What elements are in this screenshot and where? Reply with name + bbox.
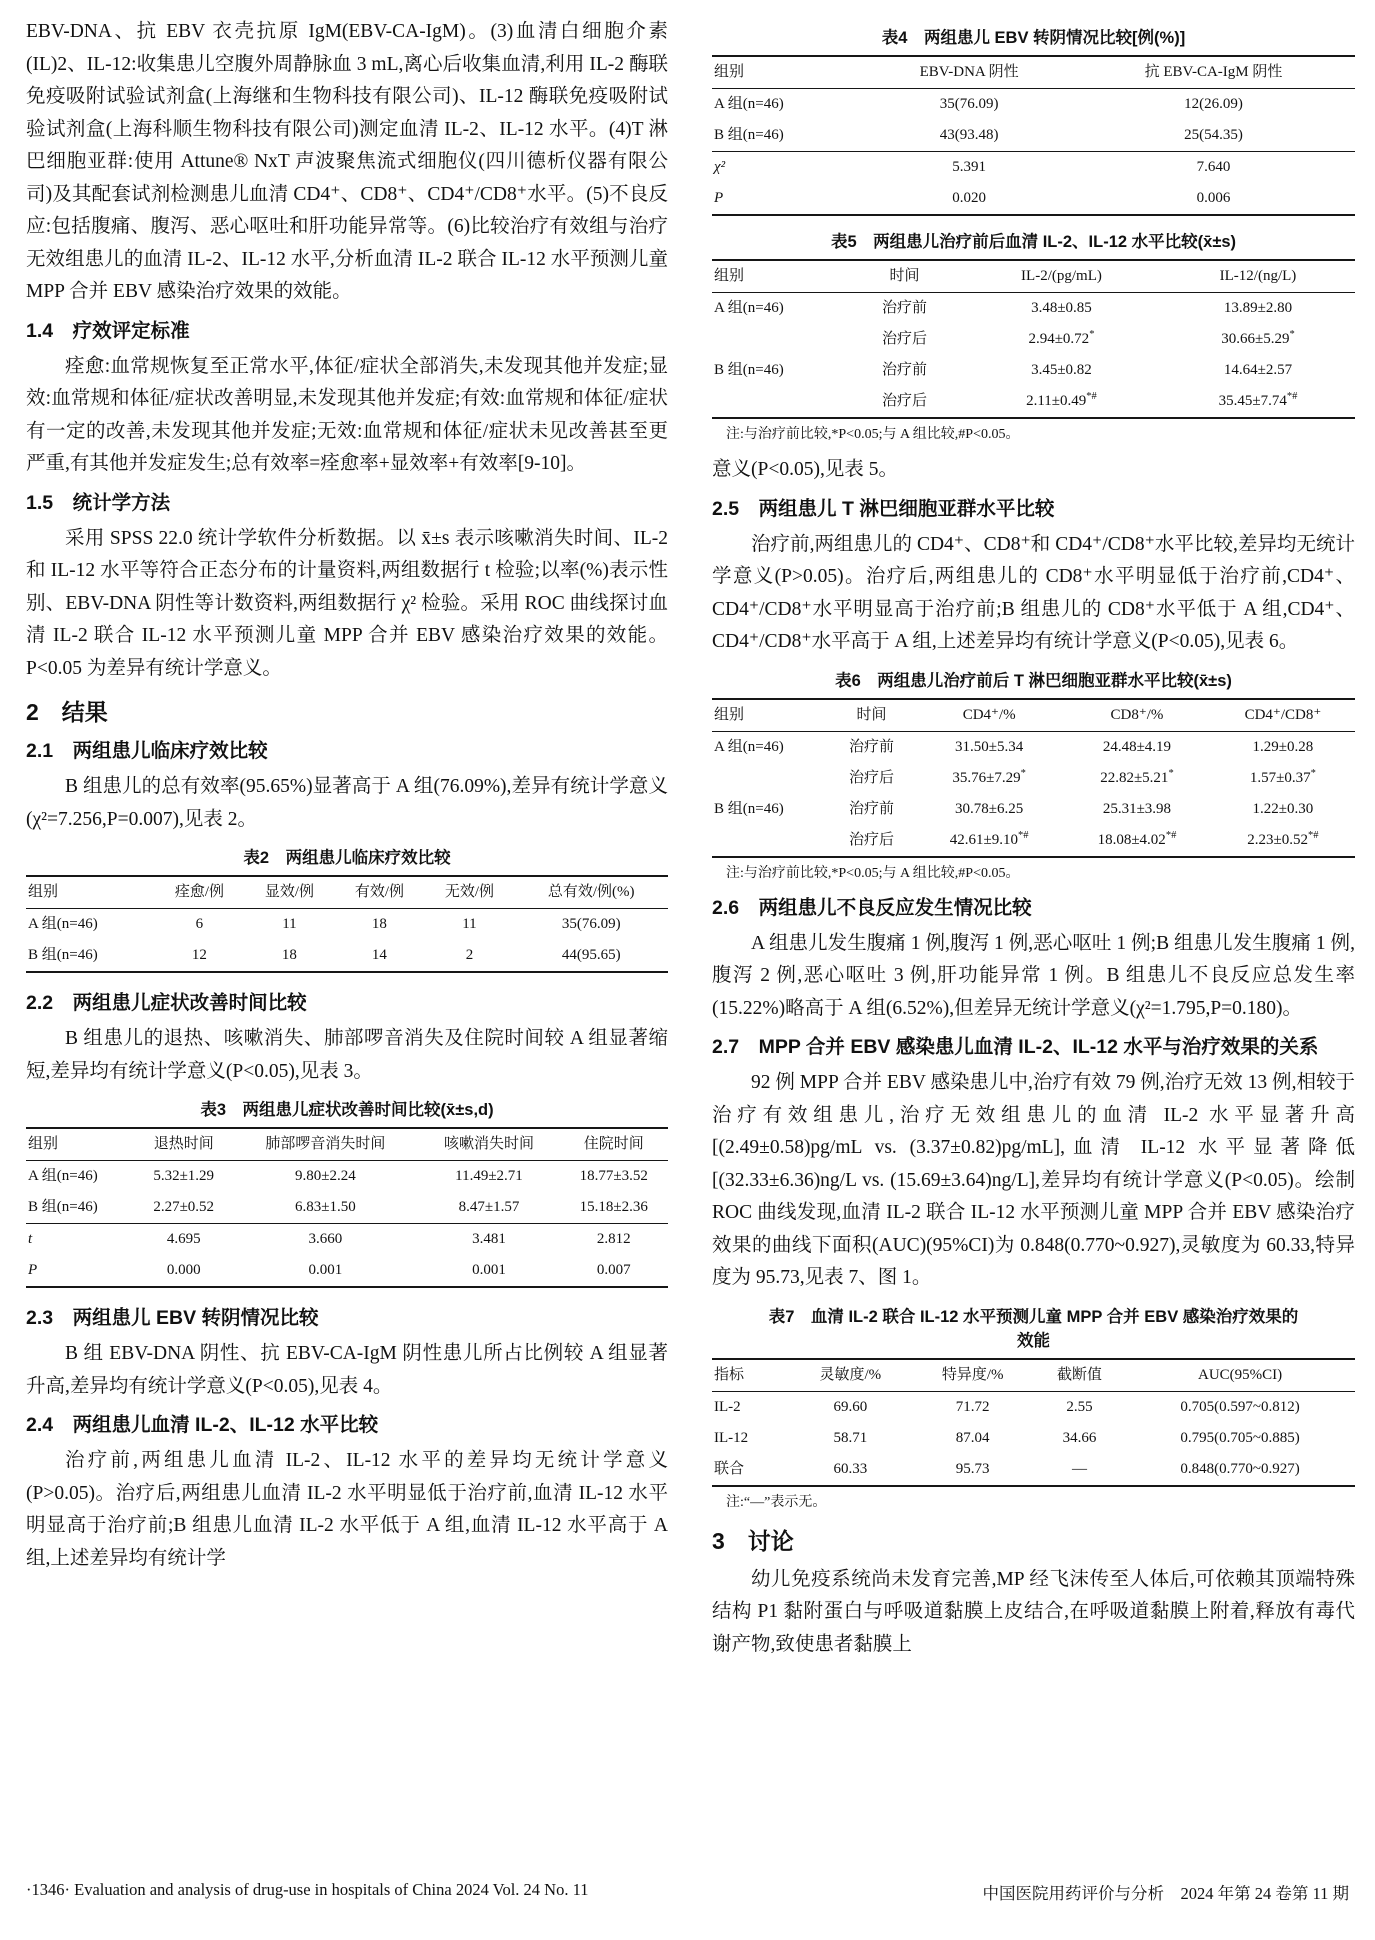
table-cell: 2.11±0.49*#: [1026, 391, 1097, 409]
table-7-title: 表7 血清 IL-2 联合 IL-12 水平预测儿童 MPP 合并 EBV 感染治疗效果的效能: [768, 1307, 1299, 1350]
table-cell: 5.32±1.29: [153, 1168, 215, 1184]
table-cell: 治疗前: [849, 800, 895, 817]
data-table: [712, 698, 1355, 858]
table-cell: IL-12: [714, 1429, 749, 1446]
table-cell: 58.71: [833, 1429, 868, 1446]
para-2-6: A 组患儿发生腹痛 1 例,腹泻 1 例,恶心呕吐 1 例;B 组患儿发生腹痛 1 例,腹泻 2 例,恶心呕吐 3 例,肝功能异常 1 例。B 组患儿不良反应总发生率(15.22%)略高于 A 组(6.52%),但差异无统计学意义(χ²=1.795,P=0.180)。: [712, 932, 1355, 1019]
column-header: 组别: [712, 56, 866, 89]
table-cell: 0.006: [1196, 190, 1231, 206]
table-row: [712, 794, 1355, 825]
table-cell: B 组(n=46): [28, 1199, 98, 1215]
table-cell: 3.45±0.82: [1031, 362, 1092, 378]
table-cell: 15.18±2.36: [579, 1199, 648, 1215]
table-cell: 1.57±0.37*: [1249, 767, 1316, 786]
table-3-title: 表3 两组患儿症状改善时间比较(x̄±s,d): [200, 1101, 494, 1119]
table-cell: 25(54.35): [1184, 127, 1243, 143]
significance-marker: *: [1020, 767, 1026, 779]
table-cell: 13.89±2.80: [1223, 300, 1293, 316]
right-column: [712, 16, 1355, 1661]
table-cell: 1.29±0.28: [1252, 738, 1314, 755]
table-cell: 治疗前: [849, 738, 895, 755]
table-cell: A 组(n=46): [28, 916, 98, 932]
para-methods-continued: EBV-DNA、抗 EBV 衣壳抗原 IgM(EBV-CA-IgM)。(3)血清白细胞介素(IL)2、IL-12:收集患儿空腹外周静脉血 3 mL,离心后收集血清,利用 IL-2 酶联免疫吸附试验试剂盒(上海继和生物科技有限公司)、IL-12 酶联免疫吸附试验试剂盒(上海科顺生物科技有限公司)测定血清 IL-2、IL-12 水平。(4)T 淋巴细胞亚群:使用 Attune® NxT 声波聚焦流式细胞仪(四川德析仪器有限公司)及其配套试剂检测患儿血清 CD4⁺、CD8⁺、CD4⁺/CD8⁺水平。(5)不良反应:包括腹痛、腹泻、恶心呕吐和肝功能异常等。(6)比较治疗有效组与治疗无效组患儿的血清 IL-2、IL-12 水平,分析血清 IL-2 联合 IL-12 水平预测儿童 MPP 合并 EBV 感染治疗效果的效能。: [26, 21, 668, 302]
table-cell: 0.020: [952, 190, 987, 206]
table-cell: 6.83±1.50: [294, 1199, 356, 1215]
heading-1-5: 1.5 统计学方法: [26, 491, 171, 514]
table-cell: 30.66±5.29*: [1221, 329, 1295, 347]
table-row: [712, 1391, 1355, 1423]
significance-marker: *#: [1308, 829, 1319, 841]
table-row: [712, 89, 1355, 121]
table-row: [26, 1224, 668, 1256]
column-header: 肺部啰音消失时间: [232, 1128, 418, 1161]
column-header: 痊愈/例: [154, 876, 244, 909]
table-cell: t: [26, 1224, 135, 1256]
column-header: 无效/例: [424, 876, 514, 909]
table-row: [26, 909, 668, 941]
column-header: 总有效/例(%): [514, 876, 668, 909]
table-cell: 0.848(0.770~0.927): [1180, 1460, 1300, 1477]
table-cell: —: [1072, 1460, 1087, 1477]
table-cell: 18.77±3.52: [579, 1168, 648, 1184]
column-header: 组别: [26, 876, 154, 909]
significance-marker: *#: [1018, 829, 1029, 841]
data-table: [712, 55, 1355, 216]
table-cell: [712, 386, 847, 418]
para-3: 幼儿免疫系统尚未发育完善,MP 经飞沫传至人体后,可依赖其顶端特殊结构 P1 黏附蛋白与呼吸道黏膜上皮结合,在呼吸道黏膜上附着,释放有毒代谢产物,致使患者黏膜上: [712, 1568, 1355, 1655]
table-cell: 7.640: [1072, 152, 1355, 184]
table-cell: 2.94±0.72*: [1028, 329, 1095, 347]
significance-marker: *#: [1086, 391, 1097, 402]
data-table: [26, 1127, 668, 1288]
table-5-title: 表5 两组患儿治疗前后血清 IL-2、IL-12 水平比较(x̄±s): [830, 233, 1237, 251]
table-row: [26, 940, 668, 972]
para-2-1: B 组患儿的总有效率(95.65%)显著高于 A 组(76.09%),差异有统计学意义(χ²=7.256,P=0.007),见表 2。: [26, 776, 668, 830]
column-header: 退热时间: [135, 1128, 232, 1161]
table-cell: 35(76.09): [939, 96, 999, 112]
para-2-3: B 组 EBV-DNA 阴性、抗 EBV-CA-IgM 阴性患儿所占比例较 A 组显著升高,差异均有统计学意义(P<0.05),见表 4。: [26, 1343, 668, 1397]
table-cell: 14: [371, 947, 387, 963]
column-header: 时间: [828, 699, 916, 732]
table-cell: 治疗后: [849, 769, 895, 786]
table-cell: 6: [195, 916, 204, 932]
table-row: [26, 1255, 668, 1287]
table-cell: 22.82±5.21*: [1100, 767, 1174, 786]
table-cell: 18: [281, 947, 297, 963]
table-row: [712, 1454, 1355, 1486]
table-cell: χ²: [712, 152, 866, 184]
table-cell: A 组(n=46): [714, 96, 784, 112]
table-cell: 25.31±3.98: [1102, 800, 1172, 817]
table-cell: 18.08±4.02*#: [1097, 829, 1177, 848]
table-cell: 24.48±4.19: [1102, 738, 1172, 755]
table-cell: 71.72: [955, 1398, 990, 1415]
table-cell: A 组(n=46): [714, 300, 784, 316]
column-header: 特异度/%: [912, 1359, 1034, 1392]
column-header: EBV-DNA 阴性: [866, 56, 1072, 89]
significance-marker: *#: [1165, 829, 1177, 841]
table-cell: 11.49±2.71: [455, 1168, 523, 1184]
table-row: [712, 324, 1355, 355]
column-header: 咳嗽消失时间: [418, 1128, 559, 1161]
column-header: 指标: [712, 1359, 789, 1392]
table-cell: 治疗后: [881, 393, 927, 409]
table-3: [26, 1127, 668, 1288]
table-cell: B 组(n=46): [714, 127, 784, 143]
table-cell: 30.78±6.25: [955, 800, 1024, 817]
table-header-row: [26, 876, 668, 909]
table-row: [712, 731, 1355, 763]
column-header: 组别: [26, 1128, 135, 1161]
column-header: 截断值: [1034, 1359, 1125, 1392]
table-row: [26, 1161, 668, 1193]
table-cell: 69.60: [833, 1398, 868, 1415]
column-header: 组别: [712, 260, 847, 293]
column-header: CD4⁺/CD8⁺: [1211, 699, 1355, 732]
column-header: AUC(95%CI): [1125, 1359, 1355, 1392]
column-header: 有效/例: [334, 876, 424, 909]
table-cell: 14.64±2.57: [1223, 362, 1293, 378]
table-row: [712, 355, 1355, 386]
table-cell: 2.55: [1066, 1398, 1093, 1415]
column-header: 住院时间: [560, 1128, 668, 1161]
table-6-title: 表6 两组患儿治疗前后 T 淋巴细胞亚群水平比较(x̄±s): [835, 671, 1232, 690]
table-6: [712, 698, 1355, 858]
heading-2-7: 2.7 MPP 合并 EBV 感染患儿血清 IL-2、IL-12 水平与治疗效果的关系: [712, 1036, 1319, 1058]
heading-3-discussion: 3 讨论: [712, 1527, 794, 1554]
table-cell: A 组(n=46): [28, 1168, 98, 1184]
table-cell: 12: [191, 947, 207, 963]
significance-marker: *#: [1286, 391, 1298, 402]
table-cell: P: [28, 1262, 38, 1278]
table-cell: 35(76.09): [561, 916, 621, 932]
page-footer: [0, 1880, 1375, 1904]
table-cell: 8.47±1.57: [458, 1199, 520, 1215]
table-cell: [712, 825, 828, 857]
heading-2-2: 2.2 两组患儿症状改善时间比较: [26, 992, 307, 1014]
para-2-5: 治疗前,两组患儿的 CD4⁺、CD8⁺和 CD4⁺/CD8⁺水平比较,差异均无统计学意义(P>0.05)。治疗后,两组患儿的 CD8⁺水平明显低于治疗前,CD4⁺、CD4⁺/CD8⁺水平明显高于治疗前;B 组患儿的 CD8⁺水平低于 A 组,CD4⁺、CD4⁺/CD8⁺水平高于 A 组,上述差异均有统计学意义(P<0.05),见表 6。: [712, 533, 1355, 652]
column-header: CD8⁺/%: [1063, 699, 1211, 732]
column-header: 抗 EBV-CA-IgM 阴性: [1072, 56, 1355, 89]
table-cell: 11: [462, 916, 477, 932]
significance-marker: *: [1289, 329, 1295, 340]
table-cell: 35.45±7.74*#: [1218, 391, 1298, 409]
table-5: [712, 259, 1355, 419]
table-cell: B 组(n=46): [28, 947, 98, 963]
table-7-note: 注:“—”表示无。: [726, 1494, 827, 1510]
table-cell: A 组(n=46): [714, 738, 784, 755]
table-cell: 4.695: [135, 1224, 232, 1256]
table-cell: 0.795(0.705~0.885): [1180, 1429, 1300, 1446]
table-header-row: [712, 260, 1355, 293]
table-cell: [712, 763, 828, 794]
table-cell: 11: [282, 916, 297, 932]
table-cell: [712, 324, 847, 355]
data-table: [26, 875, 668, 973]
table-cell: 治疗前: [881, 362, 927, 378]
table-row: [712, 763, 1355, 794]
table-header-row: [712, 56, 1355, 89]
table-cell: 治疗后: [881, 331, 927, 347]
column-header: 组别: [712, 699, 828, 732]
table-row: [712, 152, 1355, 184]
table-cell: 87.04: [955, 1429, 990, 1446]
table-cell: 43(93.48): [939, 127, 999, 143]
column-header: 灵敏度/%: [789, 1359, 911, 1392]
para-1-4: 痊愈:血常规恢复至正常水平,体征/症状全部消失,未发现其他并发症;显效:血常规和体征/症状改善明显,未发现其他并发症;有效:血常规和体征/症状有一定的改善,未发现其他并发症;无效:血常规和体征/症状未见改善甚至更严重,有其他并发症发生;总有效率=痊愈率+显效率+有效率[9-10]。: [26, 355, 668, 474]
table-6-note: 注:与治疗前比较,*P<0.05;与 A 组比较,#P<0.05。: [726, 865, 1020, 881]
table-row: [712, 386, 1355, 418]
table-row: [712, 293, 1355, 325]
table-header-row: [26, 1128, 668, 1161]
table-cell: 0.007: [596, 1262, 631, 1278]
table-cell: 42.61±9.10*#: [949, 829, 1029, 848]
column-header: 时间: [847, 260, 962, 293]
table-2: [26, 875, 668, 973]
table-cell: 3.48±0.85: [1031, 300, 1092, 316]
para-2-7: 92 例 MPP 合并 EBV 感染患儿中,治疗有效 79 例,治疗无效 13 例,相较于治疗有效组患儿,治疗无效组患儿的血清 IL-2 水平显著升高[(2.49±0.58)pg/mL vs. (3.37±0.82)pg/mL],血清 IL-12 水平显著降低[(32.33±6.36)ng/L vs. (15.69±3.64)ng/L],差异均有统计学意义(P<0.05)。绘制 ROC 曲线发现,血清 IL-2 联合 IL-12 水平预测儿童 MPP 合并 EBV 感染治疗效果的曲线下面积(AUC)(95%CI)为 0.848(0.770~0.927),灵敏度为 60.33,特异度为 95.73,见表 7、图 1。: [712, 1072, 1355, 1288]
table-cell: IL-2: [714, 1398, 741, 1415]
column-header: IL-12/(ng/L): [1161, 260, 1355, 293]
column-header: 显效/例: [244, 876, 334, 909]
table-cell: 12(26.09): [1184, 96, 1243, 112]
table-7: [712, 1358, 1355, 1487]
table-cell: 2.27±0.52: [153, 1199, 215, 1215]
significance-marker: *: [1310, 767, 1316, 779]
table-header-row: [712, 699, 1355, 732]
table-cell: 9.80±2.24: [294, 1168, 356, 1184]
footer-right-journal-issue: 中国医院用药评价与分析 2024 年第 24 卷第 11 期: [982, 1884, 1349, 1903]
table-cell: 联合: [714, 1460, 745, 1477]
table-cell: 0.001: [472, 1262, 506, 1278]
significance-marker: *: [1168, 767, 1174, 779]
table-cell: 2.23±0.52*#: [1247, 829, 1319, 848]
table-cell: 2: [465, 947, 474, 963]
heading-2-results: 2 结果: [26, 699, 108, 725]
table-cell: 31.50±5.34: [955, 738, 1024, 755]
heading-2-6: 2.6 两组患儿不良反应发生情况比较: [712, 896, 1032, 919]
para-2-4: 治疗前,两组患儿血清 IL-2、IL-12 水平的差异均无统计学意义(P>0.05)。治疗后,两组患儿血清 IL-2 水平明显低于治疗前,血清 IL-12 水平明显高于治疗前;B 组患儿血清 IL-2 水平低于 A 组,血清 IL-12 水平高于 A 组,上述差异均有统计学: [26, 1450, 668, 1569]
table-cell: 治疗后: [849, 831, 895, 848]
table-cell: 1.22±0.30: [1252, 800, 1314, 817]
table-4-title: 表4 两组患儿 EBV 转阴情况比较[例(%)]: [881, 29, 1186, 47]
table-row: [712, 183, 1355, 215]
table-5-note: 注:与治疗前比较,*P<0.05;与 A 组比较,#P<0.05。: [726, 427, 1020, 442]
heading-2-3: 2.3 两组患儿 EBV 转阴情况比较: [26, 1307, 319, 1329]
table-cell: 18: [371, 916, 387, 932]
table-cell: 3.481: [418, 1224, 559, 1256]
table-cell: 0.705(0.597~0.812): [1180, 1398, 1300, 1415]
table-4: [712, 55, 1355, 216]
table-cell: P: [714, 190, 724, 206]
table-cell: 35.76±7.29*: [952, 767, 1026, 786]
table-cell: 44(95.65): [561, 947, 621, 963]
table-cell: 34.66: [1062, 1429, 1097, 1446]
para-2-4-continued: 意义(P<0.05),见表 5。: [712, 459, 898, 480]
table-cell: 0.001: [308, 1262, 343, 1278]
table-cell: 60.33: [833, 1460, 868, 1477]
table-cell: 治疗前: [881, 300, 927, 316]
table-cell: 2.812: [560, 1224, 668, 1256]
table-cell: B 组(n=46): [714, 362, 784, 378]
column-header: IL-2/(pg/mL): [962, 260, 1161, 293]
table-cell: B 组(n=46): [714, 800, 784, 817]
data-table: [712, 259, 1355, 419]
table-row: [26, 1192, 668, 1224]
table-row: [712, 825, 1355, 857]
table-header-row: [712, 1359, 1355, 1392]
para-2-2: B 组患儿的退热、咳嗽消失、肺部啰音消失及住院时间较 A 组显著缩短,差异均有统计学意义(P<0.05),见表 3。: [26, 1028, 668, 1082]
table-row: [712, 120, 1355, 152]
heading-2-5: 2.5 两组患儿 T 淋巴细胞亚群水平比较: [712, 497, 1055, 520]
heading-2-1: 2.1 两组患儿临床疗效比较: [26, 740, 268, 762]
heading-1-4: 1.4 疗效评定标准: [26, 319, 190, 342]
table-cell: 95.73: [955, 1460, 990, 1477]
left-column: [26, 16, 668, 1575]
table-cell: 0.000: [166, 1262, 201, 1278]
footer-left-page-journal: ·1346· Evaluation and analysis of drug-use in hospitals of China 2024 Vol. 24 No. 11: [26, 1880, 589, 1899]
significance-marker: *: [1089, 329, 1095, 340]
table-cell: 3.660: [232, 1224, 418, 1256]
table-row: [712, 1423, 1355, 1454]
column-header: CD4⁺/%: [915, 699, 1063, 732]
data-table: [712, 1358, 1355, 1487]
table-cell: 5.391: [866, 152, 1072, 184]
heading-2-4: 2.4 两组患儿血清 IL-2、IL-12 水平比较: [26, 1414, 379, 1436]
para-1-5: 采用 SPSS 22.0 统计学软件分析数据。以 x̄±s 表示咳嗽消失时间、IL-2 和 IL-12 水平等符合正态分布的计量资料,两组数据行 t 检验;以率(%)表示性别、EBV-DNA 阴性等计数资料,两组数据行 χ² 检验。采用 ROC 曲线探讨血清 IL-2 联合 IL-12 水平预测儿童 MPP 合并 EBV 感染治疗效果的效能。P<0.05 为差异有统计学意义。: [26, 527, 668, 679]
table-2-title: 表2 两组患儿临床疗效比较: [243, 849, 451, 867]
